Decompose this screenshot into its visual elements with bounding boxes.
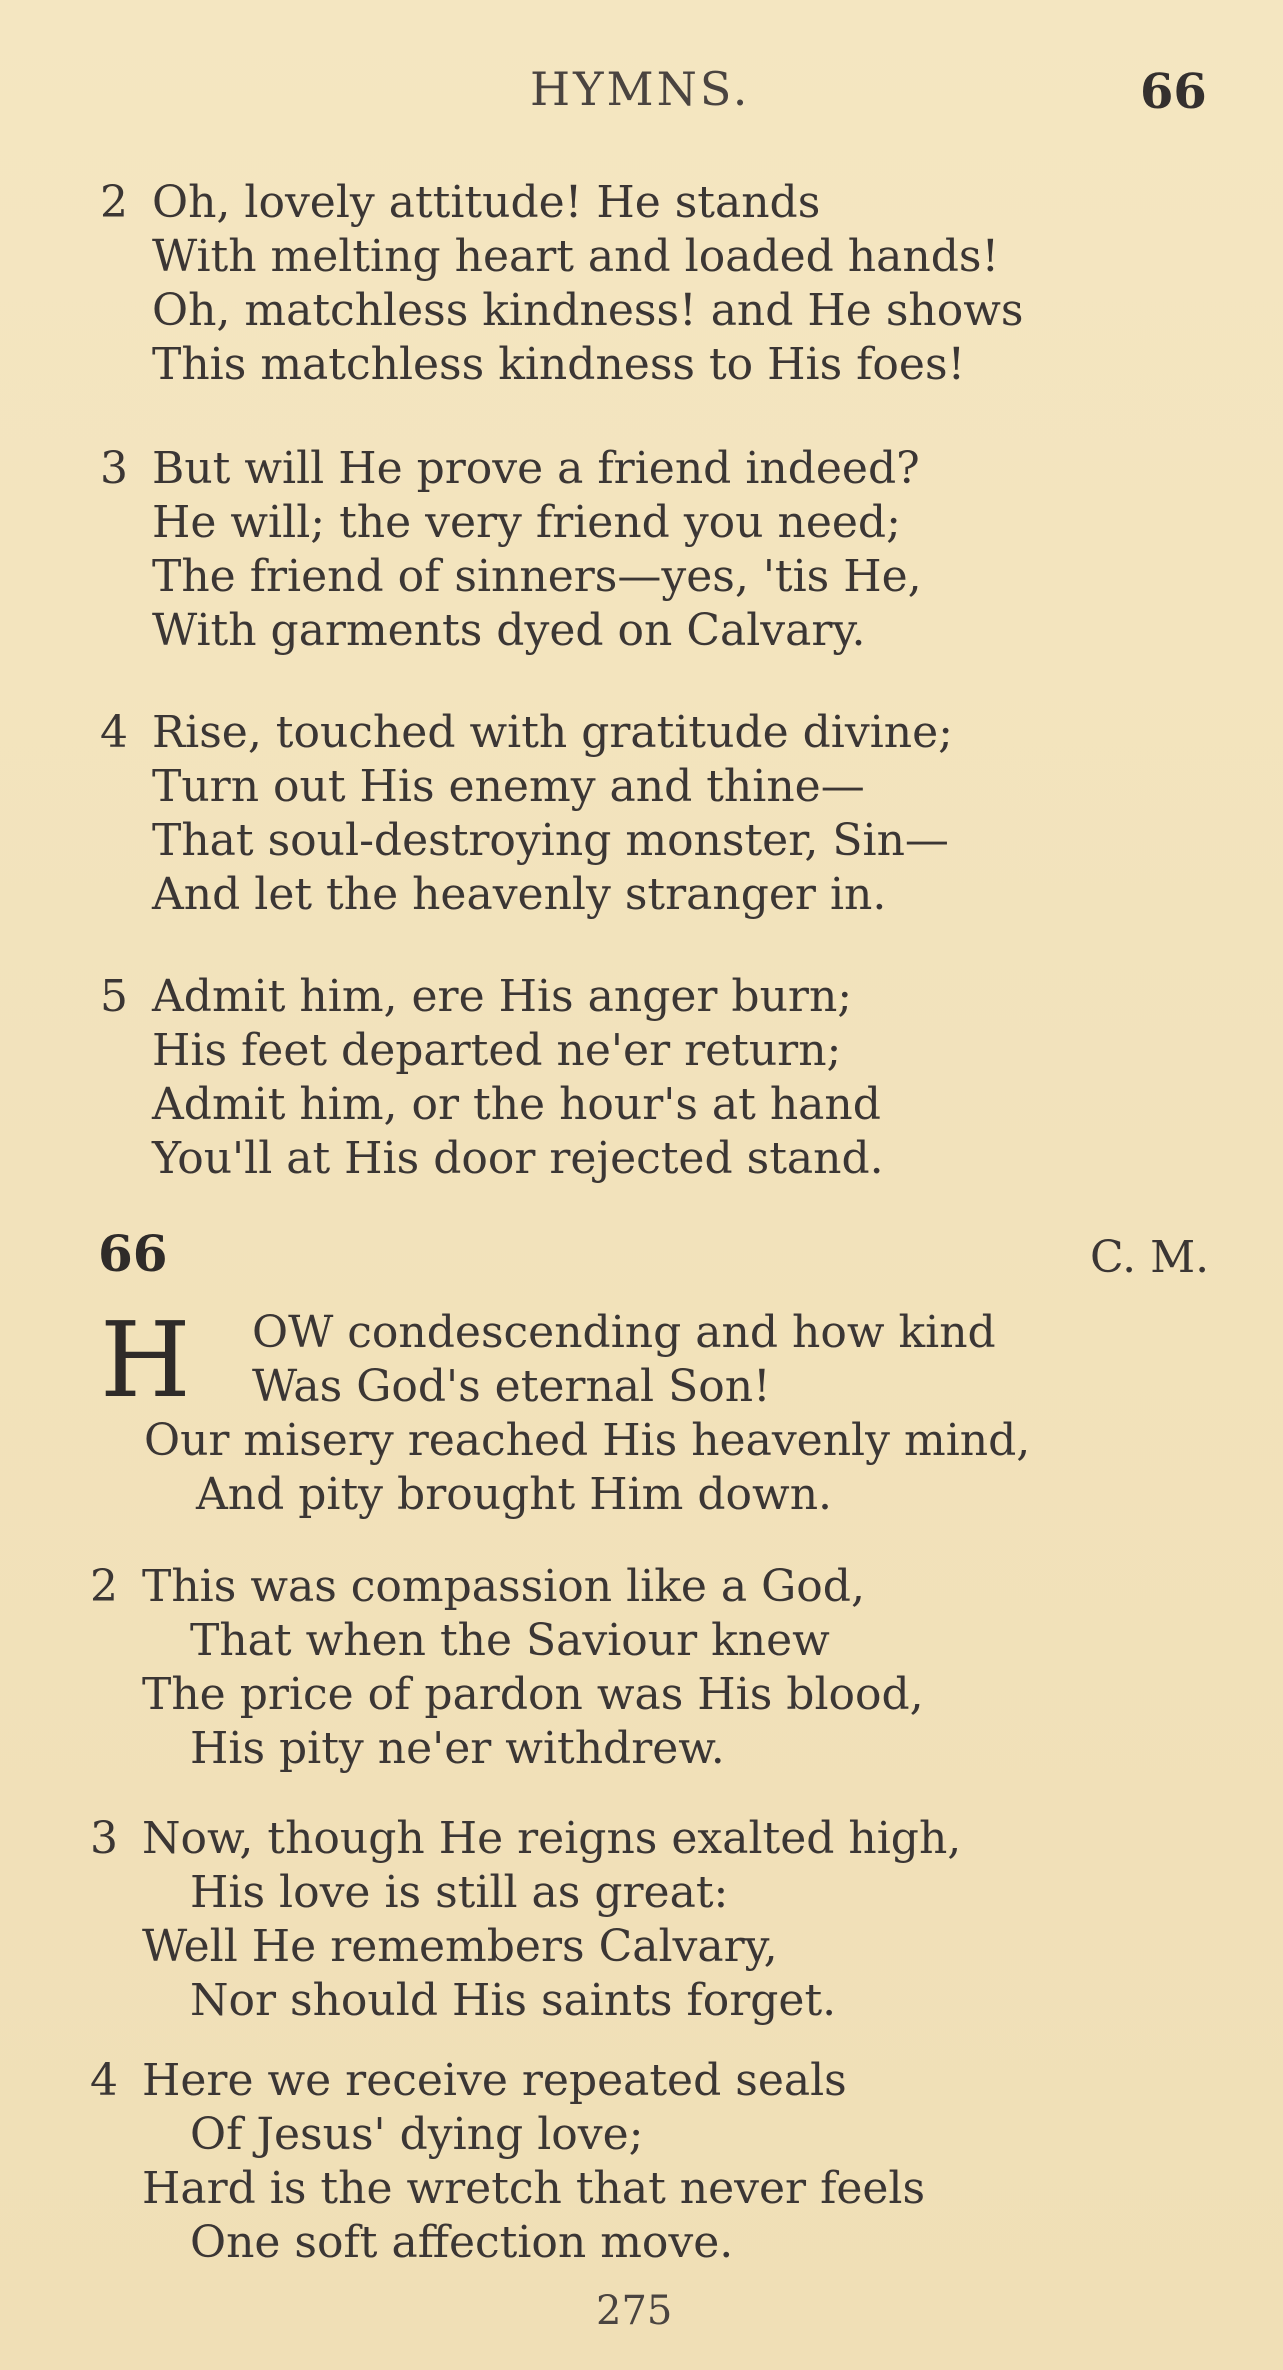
verse-line: Admit him, or the hour's at hand — [152, 1079, 881, 1130]
stanza-number: 2 — [90, 1561, 118, 1612]
verse-line: Well He remembers Calvary, — [142, 1921, 778, 1972]
hymn-page-number: 66 — [1140, 64, 1207, 120]
hymn-number: 66 — [98, 1224, 168, 1283]
hymn-first-stanza — [100, 1299, 1031, 1522]
stanza-number: 4 — [100, 707, 128, 758]
verse-line: With garments dyed on Calvary. — [152, 605, 866, 656]
hymn-stanza-3 — [90, 1812, 961, 2028]
verse-line: Was God's eternal Son! — [252, 1361, 771, 1412]
verse-line: Oh, matchless kindness! and He shows — [152, 285, 1024, 336]
verse-line: Now, though He reigns exalted high, — [142, 1813, 962, 1864]
verse-line: That when the Saviour knew — [190, 1615, 830, 1666]
hymn-meter: C. M. — [1090, 1232, 1210, 1283]
prev-stanza-4 — [100, 706, 953, 922]
verse-line: That soul-destroying monster, Sin— — [152, 815, 949, 866]
footer-page-number: 275 — [596, 2288, 673, 2334]
running-head: HYMNS. — [530, 62, 751, 116]
drop-cap: H — [100, 1299, 191, 1421]
verse-line: His love is still as great: — [190, 1867, 729, 1918]
verse-line: And pity brought Him down. — [196, 1469, 833, 1520]
verse-line: Admit him, ere His anger burn; — [152, 971, 853, 1022]
stanza-number: 3 — [90, 1813, 118, 1864]
stanza-number: 2 — [100, 177, 128, 228]
verse-line: OW condescending and how kind — [252, 1307, 996, 1358]
verse-line: You'll at His door rejected stand. — [152, 1133, 884, 1184]
prev-stanza-3 — [100, 442, 922, 658]
hymn-stanza-4 — [90, 2054, 925, 2270]
stanza-number: 3 — [100, 443, 128, 494]
stanza-number: 4 — [90, 2055, 118, 2106]
verse-line: Hard is the wretch that never feels — [142, 2163, 926, 2214]
verse-line: Turn out His enemy and thine— — [152, 761, 865, 812]
verse-line: Rise, touched with gratitude divine; — [152, 707, 953, 758]
verse-line: Nor should His saints forget. — [190, 1975, 837, 2026]
verse-line: The friend of sinners—yes, 'tis He, — [152, 551, 922, 602]
verse-line: Of Jesus' dying love; — [190, 2109, 644, 2160]
verse-line: Oh, lovely attitude! He stands — [152, 177, 821, 228]
verse-line: This matchless kindness to His foes! — [152, 339, 966, 390]
verse-line: The price of pardon was His blood, — [142, 1669, 924, 1720]
verse-line: His feet departed ne'er return; — [152, 1025, 842, 1076]
verse-line: One soft affection move. — [190, 2217, 734, 2268]
verse-line: He will; the very friend you need; — [152, 497, 901, 548]
verse-line: But will He prove a friend indeed? — [152, 443, 920, 494]
verse-line: Our misery reached His heavenly mind, — [144, 1415, 1031, 1466]
hymn-stanza-2 — [90, 1560, 924, 1776]
prev-stanza-2 — [100, 176, 1023, 392]
verse-line: With melting heart and loaded hands! — [152, 231, 1000, 282]
verse-line: This was compassion like a God, — [142, 1561, 865, 1612]
stanza-number: 5 — [100, 971, 128, 1022]
verse-line: Here we receive repeated seals — [142, 2055, 847, 2106]
prev-stanza-5 — [100, 970, 884, 1186]
verse-line: His pity ne'er withdrew. — [190, 1723, 725, 1774]
verse-line: And let the heavenly stranger in. — [152, 869, 887, 920]
